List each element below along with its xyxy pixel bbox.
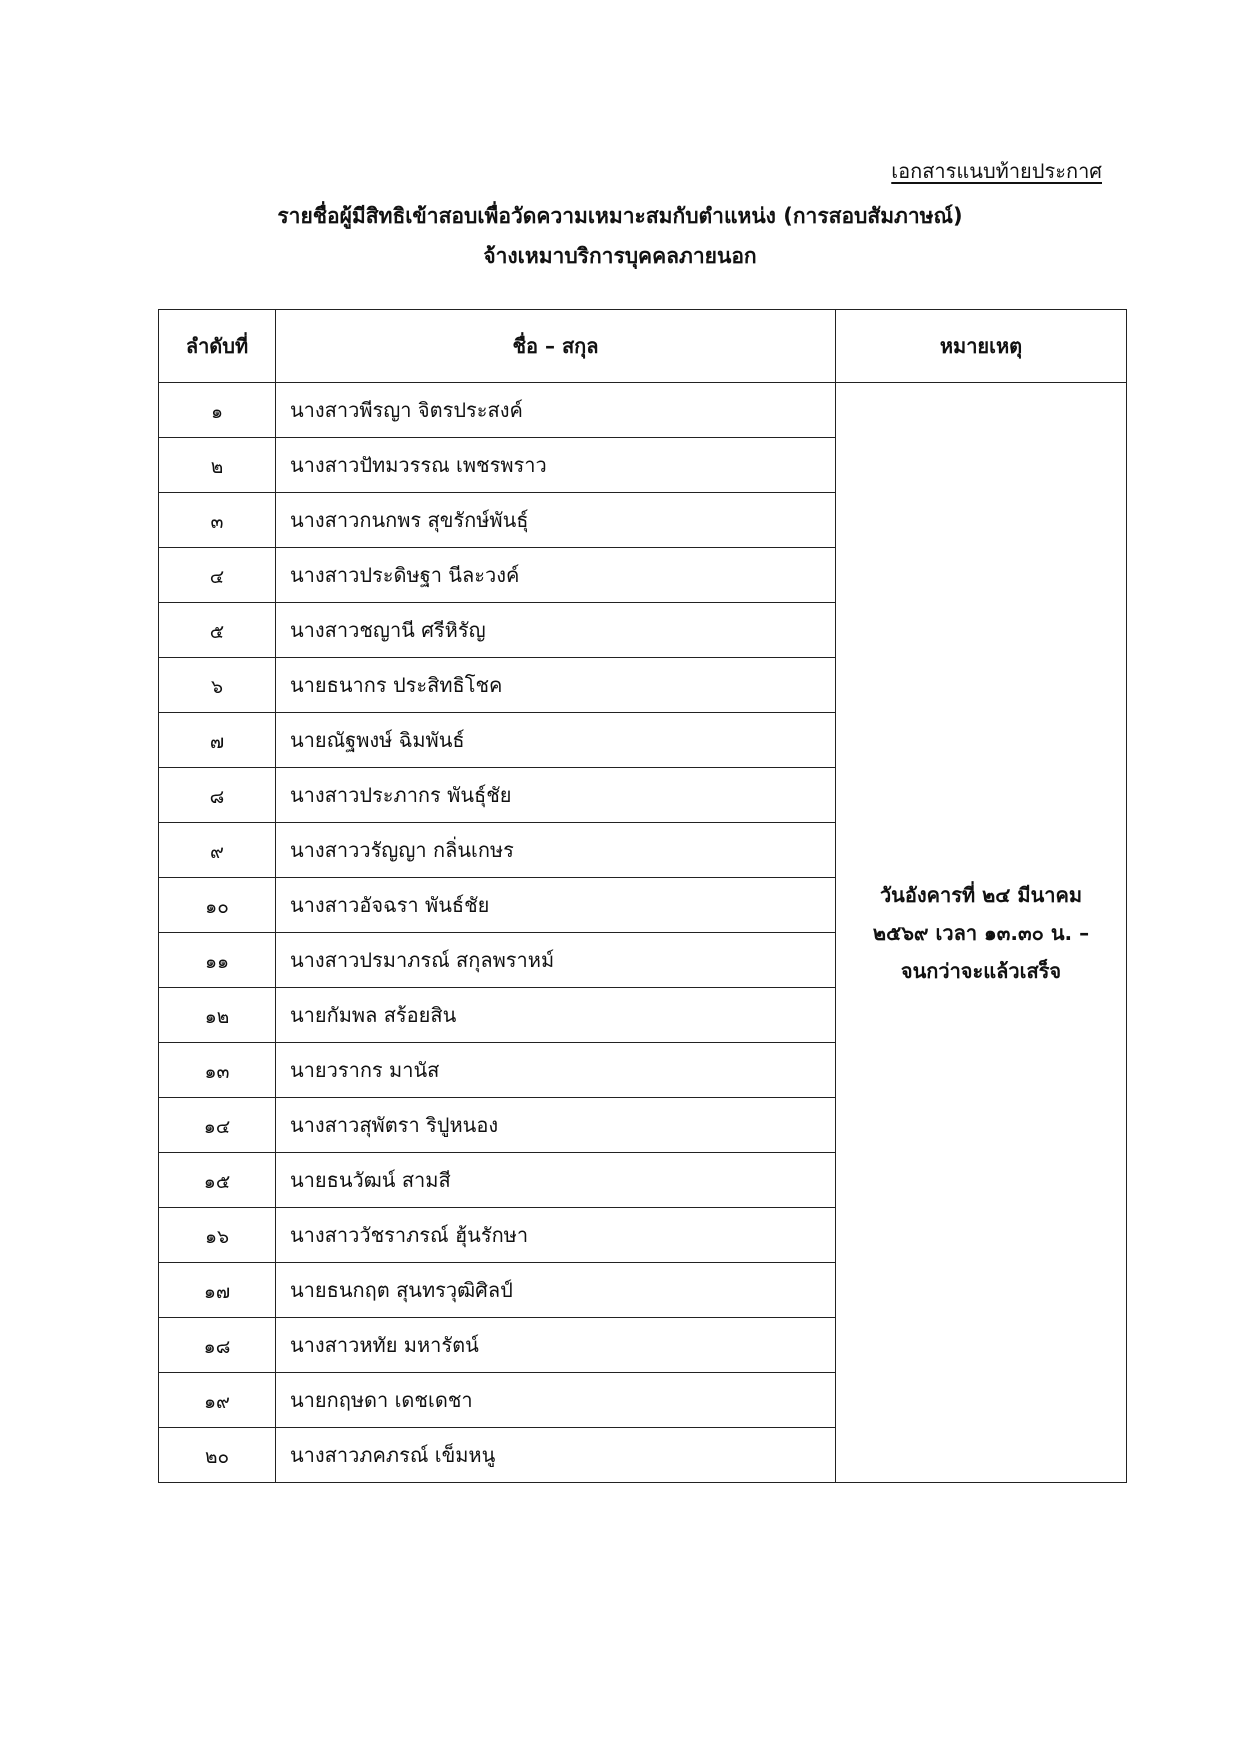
row-number: ๖ (159, 658, 276, 713)
candidate-name: นางสาววรัญญา กลิ่นเกษร (276, 823, 836, 878)
row-number: ๗ (159, 713, 276, 768)
row-number: ๑๗ (159, 1263, 276, 1318)
candidate-name: นางสาวหทัย มหารัตน์ (276, 1318, 836, 1373)
candidate-name: นางสาวประดิษฐา นีละวงค์ (276, 548, 836, 603)
row-number: ๒ (159, 438, 276, 493)
row-number: ๙ (159, 823, 276, 878)
exam-schedule-note (836, 383, 1127, 1483)
candidate-name: นางสาววัชราภรณ์ ฮุ้นรักษา (276, 1208, 836, 1263)
candidate-name: นายธนวัฒน์ สามสี (276, 1153, 836, 1208)
candidate-table (158, 309, 1127, 1483)
candidate-name: นายณัฐพงษ์ ฉิมพันธ์ (276, 713, 836, 768)
row-number: ๑๑ (159, 933, 276, 988)
row-number: ๔ (159, 548, 276, 603)
row-number: ๘ (159, 768, 276, 823)
note-line1: วันอังคารที่ ๒๔ มีนาคม (879, 882, 1083, 907)
row-number: ๒๐ (159, 1428, 276, 1483)
candidate-name: นางสาวชญานี ศรีหิรัญ (276, 603, 836, 658)
candidate-name: นายธนกฤต สุนทรวุฒิศิลป์ (276, 1263, 836, 1318)
candidate-name: นางสาวปัทมวรรณ เพชรพราว (276, 438, 836, 493)
candidate-name: นางสาวประภากร พันธุ์ชัย (276, 768, 836, 823)
candidate-name: นางสาวพีรญา จิตรประสงค์ (276, 383, 836, 438)
column-header-note: หมายเหตุ (836, 310, 1127, 383)
row-number: ๑๒ (159, 988, 276, 1043)
candidate-name: นางสาวสุพัตรา ริปูหนอง (276, 1098, 836, 1153)
table-row (159, 383, 1127, 438)
attachment-label: เอกสารแนบท้ายประกาศ (891, 159, 1102, 183)
candidate-name: นางสาวภคภรณ์ เข็มหนู (276, 1428, 836, 1483)
row-number: ๑ (159, 383, 276, 438)
row-number: ๕ (159, 603, 276, 658)
candidate-name: นางสาวปรมาภรณ์ สกุลพราหม์ (276, 933, 836, 988)
column-header-no: ลำดับที่ (159, 310, 276, 383)
candidate-name: นายวรากร มานัส (276, 1043, 836, 1098)
row-number: ๓ (159, 493, 276, 548)
table-header-row (159, 310, 1127, 383)
row-number: ๑๙ (159, 1373, 276, 1428)
document-subtitle: จ้างเหมาบริการบุคคลภายนอก (483, 244, 757, 268)
table-body (159, 383, 1127, 1483)
candidate-name: นายกัมพล สร้อยสิน (276, 988, 836, 1043)
row-number: ๑๔ (159, 1098, 276, 1153)
note-line2: ๒๕๖๙ เวลา ๑๓.๓๐ น. – (872, 920, 1090, 945)
candidate-name: นายกฤษดา เดชเดชา (276, 1373, 836, 1428)
row-number: ๑๕ (159, 1153, 276, 1208)
candidate-name: นางสาวกนกพร สุขรักษ์พันธุ์ (276, 493, 836, 548)
row-number: ๑๘ (159, 1318, 276, 1373)
candidate-name: นางสาวอัจฉรา พันธ์ชัย (276, 878, 836, 933)
row-number: ๑๖ (159, 1208, 276, 1263)
note-line3: จนกว่าจะแล้วเสร็จ (900, 958, 1062, 983)
row-number: ๑๐ (159, 878, 276, 933)
row-number: ๑๓ (159, 1043, 276, 1098)
document-title: รายชื่อผู้มีสิทธิเข้าสอบเพื่อวัดความเหมาะสมกับตำแหน่ง (การสอบสัมภาษณ์) (277, 204, 963, 228)
candidate-name: นายธนากร ประสิทธิโชค (276, 658, 836, 713)
column-header-name: ชื่อ – สกุล (276, 310, 836, 383)
